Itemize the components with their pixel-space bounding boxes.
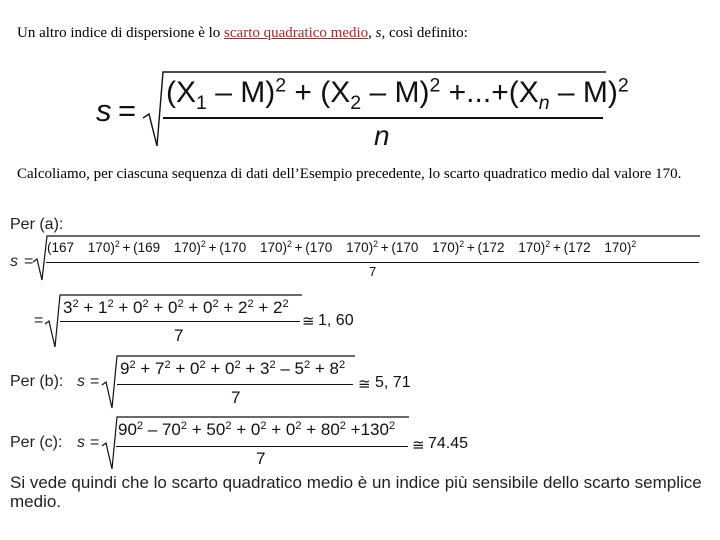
case-a-equals: = <box>24 253 34 270</box>
case-b-label: Per (b): <box>10 373 64 390</box>
term-link: scarto quadratico medio <box>224 25 369 41</box>
case-c-approx: ≅ <box>412 437 425 454</box>
case-b-approx: ≅ <box>358 376 371 393</box>
fraction-bar <box>117 384 353 385</box>
paragraph-text: Calcoliamo, per ciascuna sequenza di dati dell’Esempio precedente, lo scarto quadratico medio dal valore 170. <box>17 166 682 182</box>
case-b-equals: = <box>90 373 100 390</box>
intro-symbol: s, <box>375 25 386 41</box>
case-c-numerator: $90^2 - 70^2 + 50^2 + 0^2 + 0^2 + 80^2 +130^2$ <box>118 419 396 439</box>
fraction-bar <box>46 262 699 263</box>
case-c-equals: = <box>90 434 100 451</box>
intro-after: così definito: <box>385 25 468 41</box>
case-a-label: Per (a): <box>10 216 64 233</box>
conclusion-text: Si vede quindi che lo scarto quadratico medio è un indice più sensibile dello scarto semplice medio. <box>10 473 702 511</box>
case-a-approx: ≅ <box>302 313 315 330</box>
case-a-result: 1, 60 <box>318 312 354 329</box>
definition-numerator: $(X_1 - M)^2 + (X_2 - M)^2 +...+(X_n - M)^2$ <box>166 74 629 114</box>
definition-equals: = <box>118 93 137 128</box>
intro-comma: , <box>368 25 376 41</box>
case-a-denominator: 7 <box>369 264 377 279</box>
case-a-lhs: s <box>10 253 18 270</box>
fraction-bar <box>163 117 603 119</box>
case-b-denominator: 7 <box>231 388 241 407</box>
case-c-result: 74.45 <box>428 435 469 452</box>
case-c-label: Per (c): <box>10 434 63 451</box>
case-b-result: 5, 71 <box>375 374 411 391</box>
definition-lhs: s <box>96 93 112 128</box>
intro-text <box>17 25 468 42</box>
fraction-bar <box>60 321 300 322</box>
case-a-line2-numerator: $3^2 + 1^2 + 0^2 + 0^2 + 0^2 + 2^2 + 2^2$ <box>63 297 289 317</box>
case-b-lhs: s <box>77 373 85 390</box>
case-c-denominator: 7 <box>256 449 266 468</box>
fraction-bar <box>116 446 408 447</box>
intro-before: Un altro indice di dispersione è lo <box>17 25 225 41</box>
case-b-numerator: $9^2 + 7^2 + 0^2 + 0^2 + 3^2 - 5^2 + 8^2$ <box>120 358 346 378</box>
case-a-line2-denominator: 7 <box>174 326 184 345</box>
case-a-numerator: (167 170)$^2$ + (169 170)$^2$ + (170 170)$^2$ + (170 170)$^2$ + (170 170)$^2$ + (172 170)$^2$ + (172 170)$^2$ <box>47 239 637 255</box>
case-a-line2-equals: = <box>34 312 44 329</box>
definition-denominator: n <box>374 120 390 151</box>
case-c-lhs: s <box>77 434 85 451</box>
